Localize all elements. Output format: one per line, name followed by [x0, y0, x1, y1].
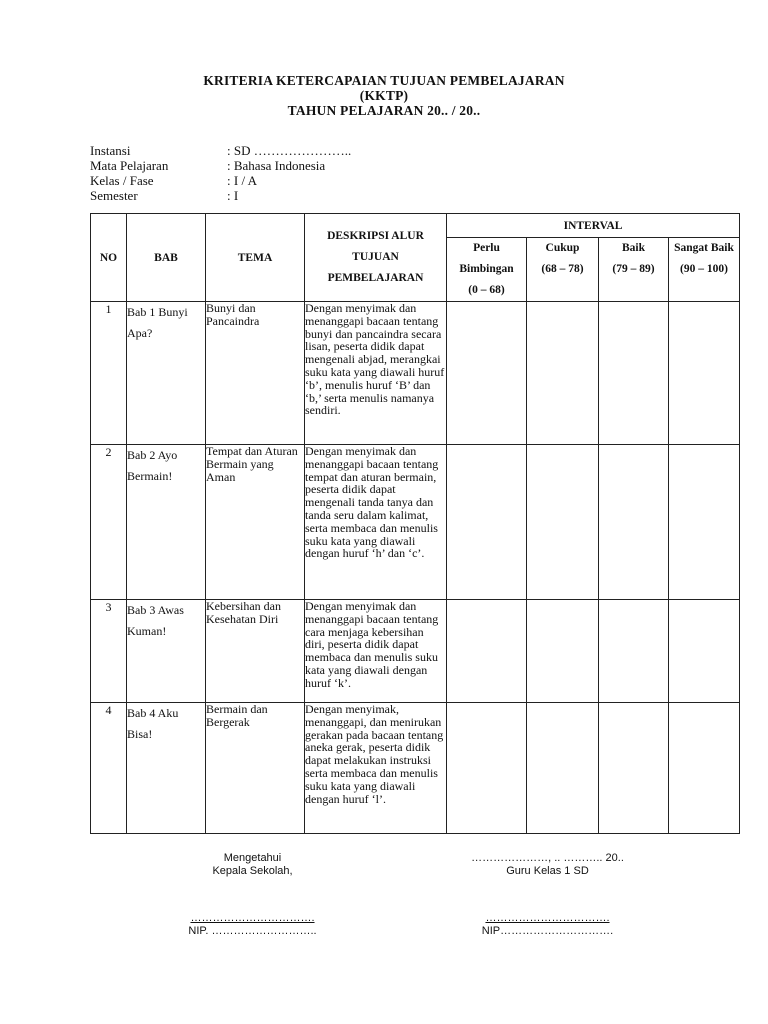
- cell-perlu-bimbingan: [447, 445, 527, 600]
- info-row-semester: [90, 188, 351, 203]
- cell-tema: Bermain dan Bergerak: [206, 703, 305, 834]
- cell-baik: [599, 600, 669, 703]
- cell-baik: [599, 445, 669, 600]
- cell-bab: Bab 3 Awas Kuman!: [127, 600, 206, 703]
- interval-name: Baik: [621, 242, 645, 254]
- info-label: Kelas / Fase: [90, 173, 154, 188]
- cell-tema: Tempat dan Aturan Bermain yang Aman: [206, 445, 305, 600]
- cell-cukup: [527, 703, 599, 834]
- info-row-instansi: [90, 143, 351, 158]
- cell-cukup: [527, 600, 599, 703]
- sig-left-nip: NIP. ………………………..: [188, 925, 317, 937]
- header-cukup: [527, 238, 599, 302]
- sig-right-name-line: …………………………….: [485, 912, 610, 924]
- info-value: : SD …………………..: [227, 143, 352, 158]
- kktp-table: [90, 213, 740, 834]
- interval-name: Perlu Bimbingan: [459, 242, 514, 275]
- cell-deskripsi: Dengan menyimak, menanggapi, dan menirukan gerakan pada bacaan tentang aneka gerak, peserta didik dapat melakukan instruksi serta membaca dan menulis suku kata yang diawali dengan huruf ‘l’.: [305, 703, 447, 834]
- interval-range: (0 – 68): [468, 284, 505, 296]
- cell-sangat-baik: [669, 600, 740, 703]
- signature-left-name: [165, 912, 340, 938]
- table-row: [91, 703, 740, 834]
- cell-no: 3: [91, 600, 127, 703]
- interval-range: (79 – 89): [612, 263, 655, 275]
- cell-no: 2: [91, 445, 127, 600]
- info-label: Semester: [90, 188, 138, 203]
- cell-perlu-bimbingan: [447, 302, 527, 445]
- sig-right-nip: NIP………………………….: [481, 925, 614, 937]
- cell-tema: Kebersihan dan Kesehatan Diri: [206, 600, 305, 703]
- doc-title-line2: (KKTP): [359, 88, 409, 103]
- header-no: NO: [91, 214, 127, 302]
- sig-left-kepala-sekolah: Kepala Sekolah,: [212, 865, 293, 877]
- cell-no: 1: [91, 302, 127, 445]
- signature-right-name: [460, 912, 635, 938]
- signature-right: [440, 852, 655, 878]
- info-row-kelas: [90, 173, 351, 188]
- cell-sangat-baik: [669, 445, 740, 600]
- sig-right-date: …………………, .. ……….. 20..: [471, 852, 624, 864]
- cell-bab: Bab 2 Ayo Bermain!: [127, 445, 206, 600]
- interval-range: (68 – 78): [541, 263, 584, 275]
- cell-cukup: [527, 445, 599, 600]
- signature-left: [165, 852, 340, 878]
- cell-perlu-bimbingan: [447, 600, 527, 703]
- cell-cukup: [527, 302, 599, 445]
- header-sangat-baik: [669, 238, 740, 302]
- cell-sangat-baik: [669, 302, 740, 445]
- info-block: [90, 143, 351, 203]
- cell-deskripsi: Dengan menyimak dan menanggapi bacaan tentang bunyi dan pancaindra secara lisan, peserta didik dapat mengenali abjad, merangkai suku kata yang diawali huruf ‘b’, menulis huruf ‘B’ dan ‘b,’ serta menulis namanya sendiri.: [305, 302, 447, 445]
- info-row-mapel: [90, 158, 351, 173]
- sig-right-guru-kelas: Guru Kelas 1 SD: [506, 865, 589, 877]
- cell-bab: Bab 4 Aku Bisa!: [127, 703, 206, 834]
- cell-perlu-bimbingan: [447, 703, 527, 834]
- cell-bab: Bab 1 Bunyi Apa?: [127, 302, 206, 445]
- interval-name: Cukup: [545, 242, 580, 254]
- info-label: Mata Pelajaran: [90, 158, 169, 173]
- table-row: [91, 445, 740, 600]
- header-deskripsi: DESKRIPSI ALUR TUJUAN PEMBELAJARAN: [305, 214, 447, 302]
- cell-sangat-baik: [669, 703, 740, 834]
- info-value: : Bahasa Indonesia: [227, 158, 326, 173]
- info-value: : I / A: [227, 173, 257, 188]
- sig-left-mengetahui: Mengetahui: [223, 852, 282, 864]
- interval-range: (90 – 100): [680, 263, 728, 275]
- cell-no: 4: [91, 703, 127, 834]
- header-perlu-bimbingan: [447, 238, 527, 302]
- doc-title-line1: KRITERIA KETERCAPAIAN TUJUAN PEMBELAJARAN: [203, 73, 565, 88]
- header-bab: BAB: [127, 214, 206, 302]
- table-row: [91, 302, 740, 445]
- sig-left-name-line: …………………………….: [190, 912, 315, 924]
- cell-deskripsi: Dengan menyimak dan menanggapi bacaan tentang cara menjaga kebersihan diri, peserta didik dapat membaca dan menulis suku kata yang diawali dengan huruf ‘k’.: [305, 600, 447, 703]
- info-label: Instansi: [90, 143, 131, 158]
- header-interval: INTERVAL: [447, 214, 740, 238]
- doc-title-line3: TAHUN PELAJARAN 20.. / 20..: [287, 103, 481, 118]
- header-tema: TEMA: [206, 214, 305, 302]
- cell-baik: [599, 302, 669, 445]
- cell-tema: Bunyi dan Pancaindra: [206, 302, 305, 445]
- info-value: : I: [227, 188, 239, 203]
- cell-baik: [599, 703, 669, 834]
- table-row: [91, 600, 740, 703]
- header-baik: [599, 238, 669, 302]
- interval-name: Sangat Baik: [674, 242, 734, 254]
- cell-deskripsi: Dengan menyimak dan menanggapi bacaan tentang tempat dan aturan bermain, peserta didik dapat mengenali tanda tanya dan tanda seru dalam kalimat, serta membaca dan menulis suku kata yang diawali dengan huruf ‘h’ dan ‘c’.: [305, 445, 447, 600]
